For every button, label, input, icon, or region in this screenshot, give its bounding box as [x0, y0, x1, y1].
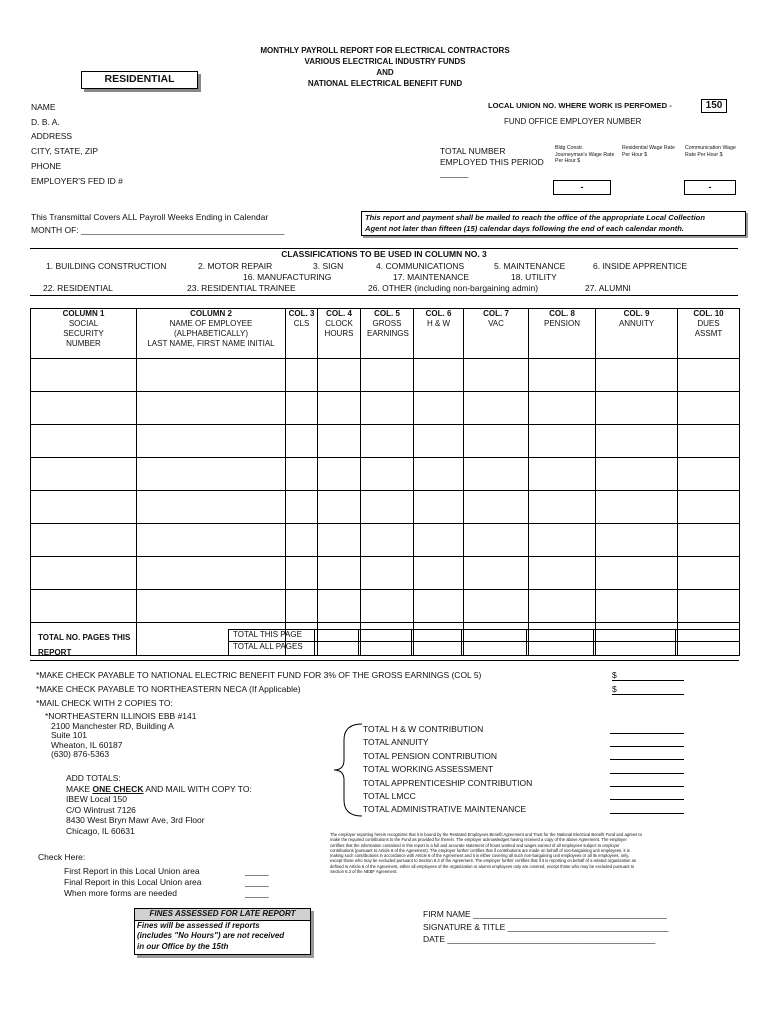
total-cell[interactable] [359, 642, 412, 656]
phone-label: PHONE [31, 161, 62, 171]
table-cell[interactable] [318, 425, 361, 458]
table-cell[interactable] [414, 425, 464, 458]
table-cell[interactable] [596, 491, 678, 524]
nebf-amount-field[interactable]: $ [612, 670, 684, 681]
class-1: 1. BUILDING CONSTRUCTION [46, 261, 167, 271]
table-cell[interactable] [318, 524, 361, 557]
table-cell[interactable] [596, 425, 678, 458]
table-cell[interactable] [464, 491, 529, 524]
col-3-header [286, 309, 318, 359]
table-cell[interactable] [596, 392, 678, 425]
make-text: MAKE [66, 783, 93, 794]
table-cell[interactable] [529, 425, 596, 458]
add-totals-instruction [66, 784, 252, 795]
col-6-header [414, 309, 464, 359]
table-cell[interactable] [286, 425, 318, 458]
notice-line-1: This report and payment shall be mailed to reach the office of the appropriate Local Collection [365, 213, 705, 222]
table-cell[interactable] [31, 458, 137, 491]
payroll-table [30, 308, 740, 656]
table-cell[interactable] [414, 392, 464, 425]
final-report-option: Final Report in this Local Union area [64, 877, 202, 887]
table-cell[interactable] [137, 359, 286, 392]
total-cell[interactable] [315, 642, 359, 656]
table-cell[interactable] [464, 557, 529, 590]
table-row [31, 491, 740, 524]
fines-line-3: in our Office by the 15th [137, 941, 229, 951]
first-report-checkbox[interactable]: _____ [245, 866, 269, 876]
working-amount-field[interactable] [610, 773, 684, 774]
col-2-line-2: (ALPHABETICALLY) [173, 329, 249, 338]
table-cell[interactable] [318, 392, 361, 425]
table-cell[interactable] [137, 425, 286, 458]
col-2-header [137, 309, 286, 359]
table-cell[interactable] [464, 359, 529, 392]
table-cell[interactable] [596, 458, 678, 491]
add-totals-block [66, 773, 252, 836]
bldg-rate-field[interactable]: - [553, 180, 611, 195]
table-row [31, 458, 740, 491]
fund-office-label: FUND OFFICE EMPLOYER NUMBER [504, 117, 642, 126]
table-cell[interactable] [318, 458, 361, 491]
table-cell[interactable] [137, 557, 286, 590]
table-cell[interactable] [678, 425, 740, 458]
contribution-apprenticeship: TOTAL APPRENTICESHIP CONTRIBUTION [363, 777, 533, 788]
table-cell[interactable] [414, 524, 464, 557]
table-cell[interactable] [361, 590, 414, 623]
table-cell[interactable] [414, 491, 464, 524]
check-here-title: Check Here: [38, 852, 86, 862]
class-3: 3. SIGN [313, 261, 344, 271]
name-label: NAME [31, 102, 56, 112]
local-union-label: LOCAL UNION NO. WHERE WORK IS PERFOMED - [488, 101, 672, 110]
table-header-row [31, 309, 740, 359]
table-cell[interactable] [361, 557, 414, 590]
add-totals-line-3: IBEW Local 150 [66, 794, 127, 804]
class-6: 6. INSIDE APPRENTICE [593, 261, 687, 271]
class-17: 17. MAINTENANCE [393, 272, 470, 282]
divider [30, 660, 739, 661]
local-union-number[interactable]: 150 [701, 99, 727, 113]
transmittal-line-1: This Transmittal Covers ALL Payroll Weeks Ending in Calendar [31, 212, 269, 222]
dba-label: D. B. A. [31, 117, 60, 127]
pension-amount-field[interactable] [610, 759, 684, 760]
contribution-pension: TOTAL PENSION CONTRIBUTION [363, 750, 497, 761]
one-check-text: ONE CHECK [92, 783, 144, 794]
col-2-line-3: LAST NAME, FIRST NAME INITIAL [147, 339, 275, 348]
table-cell[interactable] [31, 491, 137, 524]
col-10-header [678, 309, 740, 359]
mail-to-line-2: 2100 Manchester RD, Building A [51, 720, 174, 731]
address-label: ADDRESS [31, 131, 73, 141]
table-cell[interactable] [529, 491, 596, 524]
table-cell[interactable] [361, 392, 414, 425]
table-cell[interactable] [529, 359, 596, 392]
table-cell[interactable] [318, 590, 361, 623]
header-line-3: AND [376, 68, 394, 77]
col-10-title: COL. 10 [693, 309, 724, 318]
fines-heading: FINES ASSESSED FOR LATE REPORT [135, 909, 310, 921]
table-cell[interactable] [137, 491, 286, 524]
table-cell[interactable] [529, 557, 596, 590]
col-9-subtitle: ANNUITY [618, 319, 655, 328]
mail-to-line-5: (630) 876-5363 [51, 749, 110, 759]
table-cell[interactable] [361, 491, 414, 524]
apprenticeship-amount-field[interactable] [610, 786, 684, 787]
table-cell[interactable] [464, 458, 529, 491]
table-cell[interactable] [678, 392, 740, 425]
contributions-list [363, 723, 532, 817]
table-cell[interactable] [318, 491, 361, 524]
contribution-admin: TOTAL ADMINISTRATIVE MAINTENANCE [363, 804, 527, 815]
agreement-text: The employer reporting herein recognizes that it is bound by the Restated Employees Benefit Agreement and Trust for the National Electrical Benefit Fund and agrees to make the required contributions to the Fund as provided for therein. The employer acknowledges having received a copy of the above Agreement. The employer certifies that the information contained in this report is a full and accurate statement of hours worked and wages earned of all employees subject to employer contributions (pursuant to Article 6 of the Agreement). The employer further certifies that if contributions are made on behalf of non-bargaining unit employees, it is making such contributions in accordance with Article 6 of the Agreement and it is either covering all such non-bargaining unit employees or all its employees, only, except those who may be excluded pursuant to Section 6.3 of the Agreement. The employer further certifies that if it is reporting on behalf of a related organization as defined in Article 5 of the Agreement, either all employees of the organization or alumni employees only are covered, except those who may be excluded pursuant to Section 6.3 of the NEBF Agreement. [330, 832, 642, 875]
col-1-subtitle: SOCIAL SECURITY NUMBER [63, 319, 104, 348]
table-cell[interactable] [31, 524, 137, 557]
col-4-title: COL. 4 [326, 309, 352, 318]
table-cell[interactable] [529, 392, 596, 425]
table-cell[interactable] [678, 524, 740, 557]
table-cell[interactable] [678, 359, 740, 392]
col-1-header [31, 309, 137, 359]
col-2-title: COLUMN 2 [190, 309, 232, 318]
col-9-header [596, 309, 678, 359]
total-this-page-label: TOTAL THIS PAGE [229, 630, 315, 642]
table-cell[interactable] [529, 590, 596, 623]
col-8-title: COL. 8 [549, 309, 575, 318]
table-cell[interactable] [137, 590, 286, 623]
col-1-title: COLUMN 1 [62, 309, 105, 318]
contribution-lmcc: TOTAL LMCC [363, 791, 416, 802]
table-cell[interactable] [678, 491, 740, 524]
table-cell[interactable] [361, 458, 414, 491]
communication-rate-label: Communication Wage Rate Per Hour $ [685, 145, 736, 158]
mail-to-line-3: Suite 101 [51, 730, 87, 740]
table-cell[interactable] [464, 590, 529, 623]
table-row [31, 590, 740, 623]
table-cell[interactable] [464, 524, 529, 557]
bldg-rate-label: Bldg Constr. Journeyman's Wage Rate Per Hour $ [555, 145, 615, 164]
total-pages-field[interactable]: REPORT ____________ [38, 648, 127, 657]
table-cell[interactable] [137, 392, 286, 425]
first-report-option: First Report in this Local Union area [64, 866, 200, 876]
check-options [64, 866, 202, 899]
contribution-hw: TOTAL H & W CONTRIBUTION [363, 724, 484, 734]
table-cell[interactable] [464, 392, 529, 425]
table-cell[interactable] [464, 425, 529, 458]
class-27: 27. ALUMNI [585, 283, 631, 293]
total-cell[interactable] [462, 630, 527, 642]
add-totals-title: ADD TOTALS: [66, 773, 121, 783]
notice-line-2: Agent not later than fifteen (15) calendar days following the end of each calendar month. [365, 224, 684, 233]
table-cell[interactable] [318, 359, 361, 392]
month-of-field[interactable]: MONTH OF: ___________________________________________ [31, 225, 285, 235]
col-5-subtitle: GROSS EARNINGS [367, 319, 409, 338]
table-cell[interactable] [31, 392, 137, 425]
add-totals-line-5: 8430 West Bryn Mawr Ave, 3rd Floor [66, 815, 205, 825]
table-cell[interactable] [286, 392, 318, 425]
col-5-title: COL. 5 [374, 309, 400, 318]
class-18: 18. UTILITY [511, 272, 557, 282]
table-cell[interactable] [286, 524, 318, 557]
employed-period-label: EMPLOYED THIS PERIOD [440, 157, 544, 167]
instruction-mail: *MAIL CHECK WITH 2 COPIES TO: [36, 698, 173, 708]
class-5: 5. MAINTENANCE [494, 261, 566, 271]
table-row [31, 392, 740, 425]
fines-line-1: Fines will be assessed if reports [137, 920, 260, 930]
total-number-label: TOTAL NUMBER [440, 146, 506, 156]
neca-amount-field[interactable]: $ [612, 684, 684, 695]
date-field[interactable]: DATE ____________________________________________ [423, 934, 656, 944]
firm-name-field[interactable]: FIRM NAME _________________________________________ [423, 909, 667, 919]
col-4-subtitle: CLOCK HOURS [324, 319, 354, 338]
table-row [31, 524, 740, 557]
final-report-checkbox[interactable]: _____ [245, 877, 269, 887]
employed-blank[interactable]: ______ [440, 168, 469, 178]
table-cell[interactable] [31, 557, 137, 590]
header-line-2: VARIOUS ELECTRICAL INDUSTRY FUNDS [304, 57, 466, 66]
table-cell[interactable] [31, 425, 137, 458]
col-9-title: COL. 9 [623, 309, 650, 318]
contribution-annuity: TOTAL ANNUITY [363, 737, 429, 748]
city-label: CITY, STATE, ZIP [31, 146, 99, 156]
residential-rate-label: Residential Wage Rate Per Hour $ [622, 145, 675, 158]
instruction-nebf: *MAKE CHECK PAYABLE TO NATIONAL ELECTRIC BENEFIT FUND FOR 3% OF THE GROSS EARNINGS (COL 5) [36, 670, 482, 680]
table-cell[interactable] [31, 590, 137, 623]
header-line-1: MONTHLY PAYROLL REPORT FOR ELECTRICAL CONTRACTORS [260, 46, 510, 55]
col-4-header [318, 309, 361, 359]
total-cell[interactable] [412, 642, 462, 656]
fines-notice [134, 908, 311, 955]
mailing-notice [361, 211, 746, 236]
total-all-pages-row [229, 642, 740, 656]
total-cell[interactable] [315, 630, 359, 642]
table-cell[interactable] [678, 590, 740, 623]
brace-icon [330, 722, 364, 818]
col-7-subtitle: VAC [488, 319, 504, 328]
totals-table [228, 629, 740, 656]
annuity-amount-field[interactable] [610, 746, 684, 747]
total-cell[interactable] [412, 630, 462, 642]
table-cell[interactable] [414, 557, 464, 590]
total-cell[interactable] [594, 642, 676, 656]
total-this-page-row [229, 630, 740, 642]
header-line-4: NATIONAL ELECTRICAL BENEFIT FUND [307, 79, 463, 88]
table-cell[interactable] [286, 359, 318, 392]
admin-amount-field[interactable] [610, 813, 684, 814]
table-cell[interactable] [678, 557, 740, 590]
total-cell[interactable] [527, 642, 594, 656]
lmcc-amount-field[interactable] [610, 799, 684, 800]
contribution-working: TOTAL WORKING ASSESSMENT [363, 764, 494, 775]
table-cell[interactable] [529, 458, 596, 491]
class-16: 16. MANUFACTURING [243, 272, 332, 282]
col-3-subtitle: CLS [293, 319, 310, 328]
total-all-pages-label: TOTAL ALL PAGES [229, 642, 315, 656]
total-cell[interactable] [676, 642, 740, 656]
class-2: 2. MOTOR REPAIR [198, 261, 273, 271]
form-type-badge: RESIDENTIAL [81, 71, 198, 89]
total-cell[interactable] [527, 630, 594, 642]
more-forms-option: When more forms are needed [64, 888, 177, 898]
class-23: 23. RESIDENTIAL TRAINEE [187, 283, 296, 293]
total-cell[interactable] [594, 630, 676, 642]
classifications-title: CLASSIFICATIONS TO BE USED IN COLUMN NO. 3 [281, 249, 487, 259]
mail-to-line-1: *NORTHEASTERN ILLINOIS EBB #141 [45, 711, 197, 721]
table-cell[interactable] [596, 524, 678, 557]
hw-amount-field[interactable] [610, 733, 684, 734]
class-4: 4. COMMUNICATIONS [376, 261, 465, 271]
table-cell[interactable] [529, 524, 596, 557]
table-row [31, 359, 740, 392]
signature-block [423, 908, 668, 946]
add-totals-line-6: Chicago, IL 60631 [66, 825, 135, 836]
fed-id-label: EMPLOYER'S FED ID # [31, 176, 123, 186]
mail-copy-text: AND MAIL WITH COPY TO: [143, 783, 252, 794]
table-cell[interactable] [596, 359, 678, 392]
table-cell[interactable] [414, 458, 464, 491]
table-cell[interactable] [678, 458, 740, 491]
report-header [215, 45, 555, 89]
col-2-line-1: NAME OF EMPLOYEE [169, 319, 253, 328]
col-6-subtitle: H & W [426, 319, 451, 328]
table-cell[interactable] [361, 359, 414, 392]
table-cell[interactable] [361, 524, 414, 557]
class-26: 26. OTHER (including non-bargaining admin) [368, 283, 539, 293]
table-cell[interactable] [318, 557, 361, 590]
total-cell[interactable] [462, 642, 527, 656]
table-cell[interactable] [286, 458, 318, 491]
table-cell[interactable] [414, 590, 464, 623]
total-cell[interactable] [676, 630, 740, 642]
table-cell[interactable] [596, 590, 678, 623]
table-cell[interactable] [361, 425, 414, 458]
table-row [31, 557, 740, 590]
more-forms-checkbox[interactable]: _____ [245, 888, 269, 898]
instruction-neca: *MAKE CHECK PAYABLE TO NORTHEASTERN NECA (If Applicable) [36, 684, 301, 694]
add-totals-line-4: C/O Wintrust 7126 [66, 804, 136, 815]
total-cell[interactable] [359, 630, 412, 642]
col-8-subtitle: PENSION [543, 319, 580, 328]
table-cell[interactable] [414, 359, 464, 392]
col-6-title: COL. 6 [425, 309, 452, 318]
col-5-header [361, 309, 414, 359]
col-7-title: COL. 7 [483, 309, 509, 318]
check-blanks [245, 866, 269, 899]
table-row [31, 425, 740, 458]
table-cell[interactable] [286, 590, 318, 623]
col-8-header [529, 309, 596, 359]
table-cell[interactable] [31, 359, 137, 392]
signature-title-field[interactable]: SIGNATURE & TITLE __________________________________ [423, 921, 669, 932]
col-7-header [464, 309, 529, 359]
table-cell[interactable] [596, 557, 678, 590]
table-cell[interactable] [137, 458, 286, 491]
total-pages-label: TOTAL NO. PAGES THIS [38, 633, 131, 642]
mail-to-line-4: Wheaton, IL 60187 [51, 739, 123, 750]
col-10-subtitle: DUES ASSMT [694, 319, 723, 338]
table-cell[interactable] [137, 524, 286, 557]
table-cell[interactable] [286, 491, 318, 524]
table-cell[interactable] [286, 557, 318, 590]
communication-rate-field[interactable]: - [684, 180, 736, 195]
mail-to-address [45, 712, 196, 760]
fines-line-2: (includes "No Hours") are not received [137, 931, 285, 940]
col-3-title: COL. 3 [288, 309, 315, 318]
class-22: 22. RESIDENTIAL [43, 283, 113, 293]
